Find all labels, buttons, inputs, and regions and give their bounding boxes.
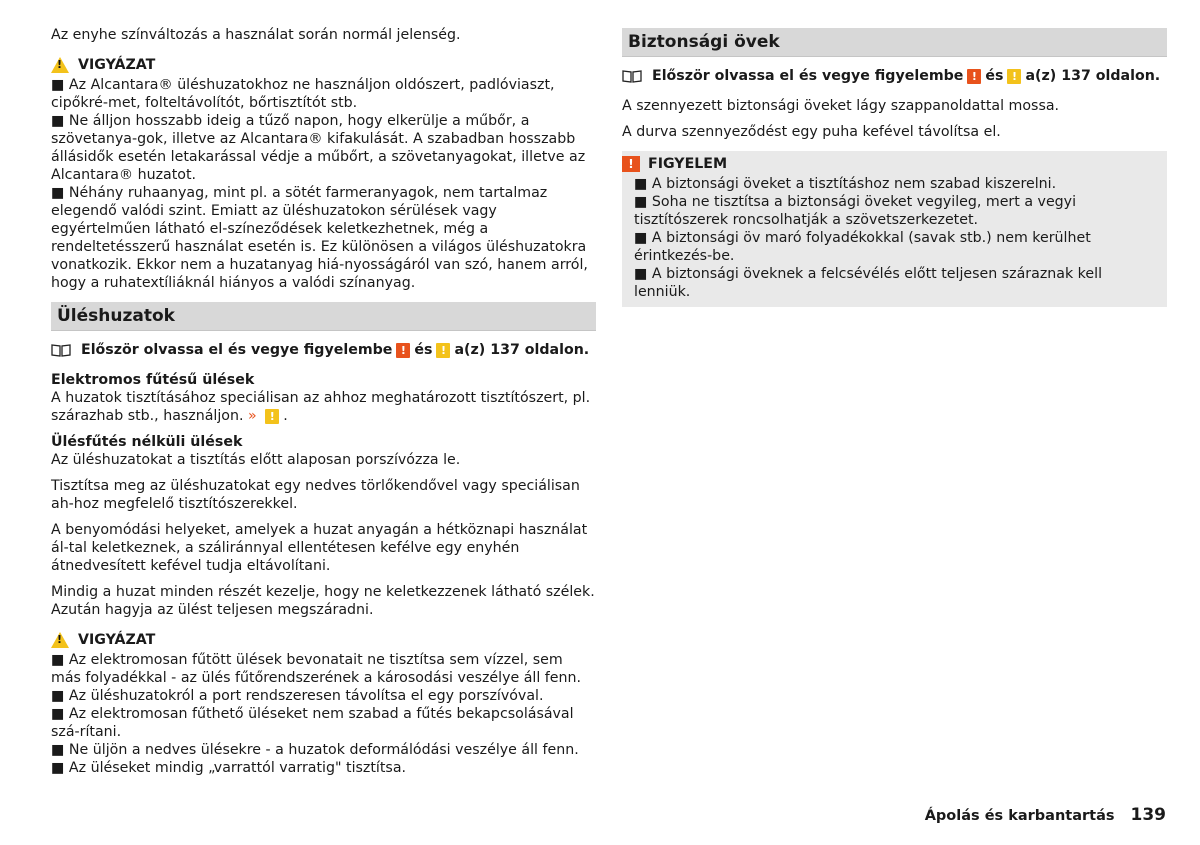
paragraph: A szennyezett biztonsági öveket lágy szappanoldattal mossa. xyxy=(622,98,1060,114)
danger-item: ■ A biztonsági öv maró folyadékokkal (savak stb.) nem kerülhet érintkezés-be. xyxy=(634,230,1091,264)
paragraph: Mindig a huzat minden részét kezelje, hogy ne keletkezzenek látható szélek. Azután hagyja az ülést teljesen megszáradni. xyxy=(51,584,595,618)
page-footer xyxy=(925,806,1166,825)
danger-box xyxy=(622,151,1167,307)
heated-seats-text: A huzatok tisztításához speciálisan az ahhoz meghatározott tisztítószert, pl. szárazhab stb., használjon. xyxy=(51,390,591,424)
caution-item: ■ Az Alcantara® üléshuzatokhoz ne használjon oldószert, padlóviaszt, cipőkré-met, folteltávolítót, bőrtisztítót stb. xyxy=(51,77,555,111)
caution-box-1 xyxy=(51,56,596,292)
paragraph: A durva szennyeződést egy puha kefével távolítsa el. xyxy=(622,124,1001,140)
unheated-seats-heading: Ülésfűtés nélküli ülések xyxy=(51,434,243,450)
section-title-seat-belts: Biztonsági övek xyxy=(622,28,1167,57)
danger-item: ■ Soha ne tisztítsa a biztonsági öveket vegyileg, mert a vegyi tisztítószerek roncsolhatják a szövetszerkezetet. xyxy=(634,194,1077,228)
paragraph: Tisztítsa meg az üléshuzatokat egy nedves törlőkendővel vagy speciálisan ah-hoz megfelelő tisztítószerekkel. xyxy=(51,478,580,512)
page-number: 139 xyxy=(1130,805,1166,825)
reference-prefix: Először olvassa el és vegye figyelembe xyxy=(652,68,964,84)
caution-item: ■ Az elektromosan fűtött ülések bevonatait ne tisztítsa sem vízzel, sem más folyadékkal - az ülés fűtőrendszerének a károsodási veszélye áll fenn. xyxy=(51,652,582,686)
warning-triangle-icon: ! xyxy=(51,632,69,648)
chapter-title: Ápolás és karbantartás xyxy=(924,808,1115,824)
caution-box-2 xyxy=(51,631,596,777)
caution-item: ■ Ne üljön a nedves ülésekre - a huzatok deformálódási veszélye áll fenn. xyxy=(51,742,579,758)
caution-item: ■ Ne álljon hosszabb ideig a tűző napon, hogy elkerülje a műbőr, a szövetanya-gok, illetve az Alcantara® kifakulását. A szabadban hosszabb állásidők esetén letakarással védje a műbőrt, a szövetanyagokat, illetve az Alcantara® huzatot. xyxy=(51,113,586,183)
right-column xyxy=(622,26,1167,307)
book-icon xyxy=(51,343,71,357)
reference-suffix: a(z) 137 oldalon. xyxy=(454,342,590,358)
section-title-seat-covers: Üléshuzatok xyxy=(51,302,596,331)
intro-text: Az enyhe színváltozás a használat során normál jelenség. xyxy=(51,27,461,43)
danger-item: ■ A biztonsági öveket a tisztításhoz nem szabad kiszerelni. xyxy=(634,176,1057,192)
reference-prefix: Először olvassa el és vegye figyelembe xyxy=(81,342,393,358)
caution-item: ■ Néhány ruhaanyag, mint pl. a sötét farmeranyagok, nem tartalmaz elegendő valódi szint. Emiatt az üléshuzatokon sérülések vagy egyértelműen látható el-színeződések keletkezhetnek, még a rendeltetésszerű használat esetén is. Ez különösen a világos üléshuzatokra vonatkozik. Ekkor nem a huzatanyag hiá-nyosságáról van szó, hanem arról, hogy a ruhatextíliáknál hiányos a valódi színanyag. xyxy=(51,185,588,291)
reference-line xyxy=(51,341,596,359)
left-column: Az enyhe színváltozás a használat során normál jelenség. ! VIGYÁZAT ■ Az Alcantara® üléshuzatokhoz ne használjon oldószert, padlóviaszt, cipőkré-met, folteltávolítót, bőrtisztítót stb. ■ Ne álljon hosszabb ideig a tűző napon, hogy elkerülje a műbőr, a szövetanya-gok, illetve az Alcantara® kifakulását. A szabadban hosszabb állásidők esetén letakarással védje a műbőrt, a szövetanyagokat, illetve az Alcantara® huzatot. ■ Néhány ruhaanyag, mint pl. a sötét farmeranyagok, nem tartalmaz elegendő valódi szint. Emiatt az üléshuzatokon sérülések vagy egyértelműen látható el-színeződések keletkezhetnek, még a rendeltetésszerű használat esetén is. Ez különösen a világos üléshuzatokra vonatkozik. Ekkor nem a huzatanyag hiá-nyosságáról van szó, hanem arról, hogy a ruhatextíliáknál hiányos a valódi színanyag. Üléshuzatok Először olvassa el és vegye figyelembe ! és ! a(z) 137 oldalon. Elektromos fűtésű ülések A huzatok tisztításához speciálisan az ahhoz meghatározott tisztítószert, pl. szárazhab stb., használjon. » ! . Ülésfűtés nélküli ülések Az üléshuzatokat a tisztítás előtt alaposan porszívózza le. Tisztítsa meg az üléshuzatokat egy nedves törlőkendővel vagy speciálisan ah-hoz megfelelő tisztítószerekkel. A benyomódási helyeket, amelyek a huzat anyagán a hétköznapi használat ál-tal keletkeznek, a száliránnyal ellentétesen kefélve egy enyhén átnedvesített kefével tudja eltávolítani. Mindig a huzat minden részét kezelje, hogy ne keletkezzenek látható szélek. Azután hagyja az ülést teljesen megszáradni. ! VIGYÁZAT ■ Az elektromosan fűtött ülések bevonatait ne tisztítsa sem vízzel, sem más folyadékkal - az ülés fűtőrendszerének a károsodási veszélye áll fenn. ■ Az üléshuzatokról a port rendszeresen távolítsa el egy porszívóval. ■ Az elektromosan fűthető üléseket nem szabad a fűtés bekapcsolásával szá-rítani. ■ Ne üljön a nedves ülésekre - a huzatok deformálódási veszélye áll fenn. ■ Az üléseket mindig „varrattól varratig" tisztítsa. xyxy=(51,27,595,776)
warning-triangle-icon: ! xyxy=(51,57,69,73)
caution-title: VIGYÁZAT xyxy=(78,57,156,73)
continue-arrow-icon: » xyxy=(248,408,257,424)
caution-item: ■ Az üléshuzatokról a port rendszeresen távolítsa el egy porszívóval. xyxy=(51,688,544,704)
paragraph: A benyomódási helyeket, amelyek a huzat anyagán a hétköznapi használat ál-tal keletkeznek, a száliránnyal ellentétesen kefélve egy enyhén átnedvesített kefével tudja eltávolítani. xyxy=(51,522,588,574)
caution-symbol-icon: ! xyxy=(436,343,450,358)
caution-symbol-icon: ! xyxy=(1007,69,1021,84)
unheated-seats-text: Az üléshuzatokat a tisztítás előtt alaposan porszívózza le. xyxy=(51,452,461,468)
book-icon xyxy=(622,69,642,83)
danger-item: ■ A biztonsági öveknek a felcsévélés előtt teljesen száraznak kell lenniük. xyxy=(634,266,1103,300)
caution-item: ■ Az elektromosan fűthető üléseket nem szabad a fűtés bekapcsolásával szá-rítani. xyxy=(51,706,574,740)
heated-seats-heading: Elektromos fűtésű ülések xyxy=(51,372,255,388)
danger-symbol-icon: ! xyxy=(396,343,410,358)
danger-title: FIGYELEM xyxy=(648,156,728,172)
caution-title: VIGYÁZAT xyxy=(78,632,156,648)
danger-exclamation-icon: ! xyxy=(622,156,640,172)
caution-symbol-icon: ! xyxy=(265,409,279,424)
reference-and: és xyxy=(414,342,433,358)
caution-item: ■ Az üléseket mindig „varrattól varratig" tisztítsa. xyxy=(51,760,407,776)
reference-and: és xyxy=(985,68,1004,84)
danger-symbol-icon: ! xyxy=(967,69,981,84)
reference-suffix: a(z) 137 oldalon. xyxy=(1025,68,1161,84)
reference-line xyxy=(622,67,1167,85)
